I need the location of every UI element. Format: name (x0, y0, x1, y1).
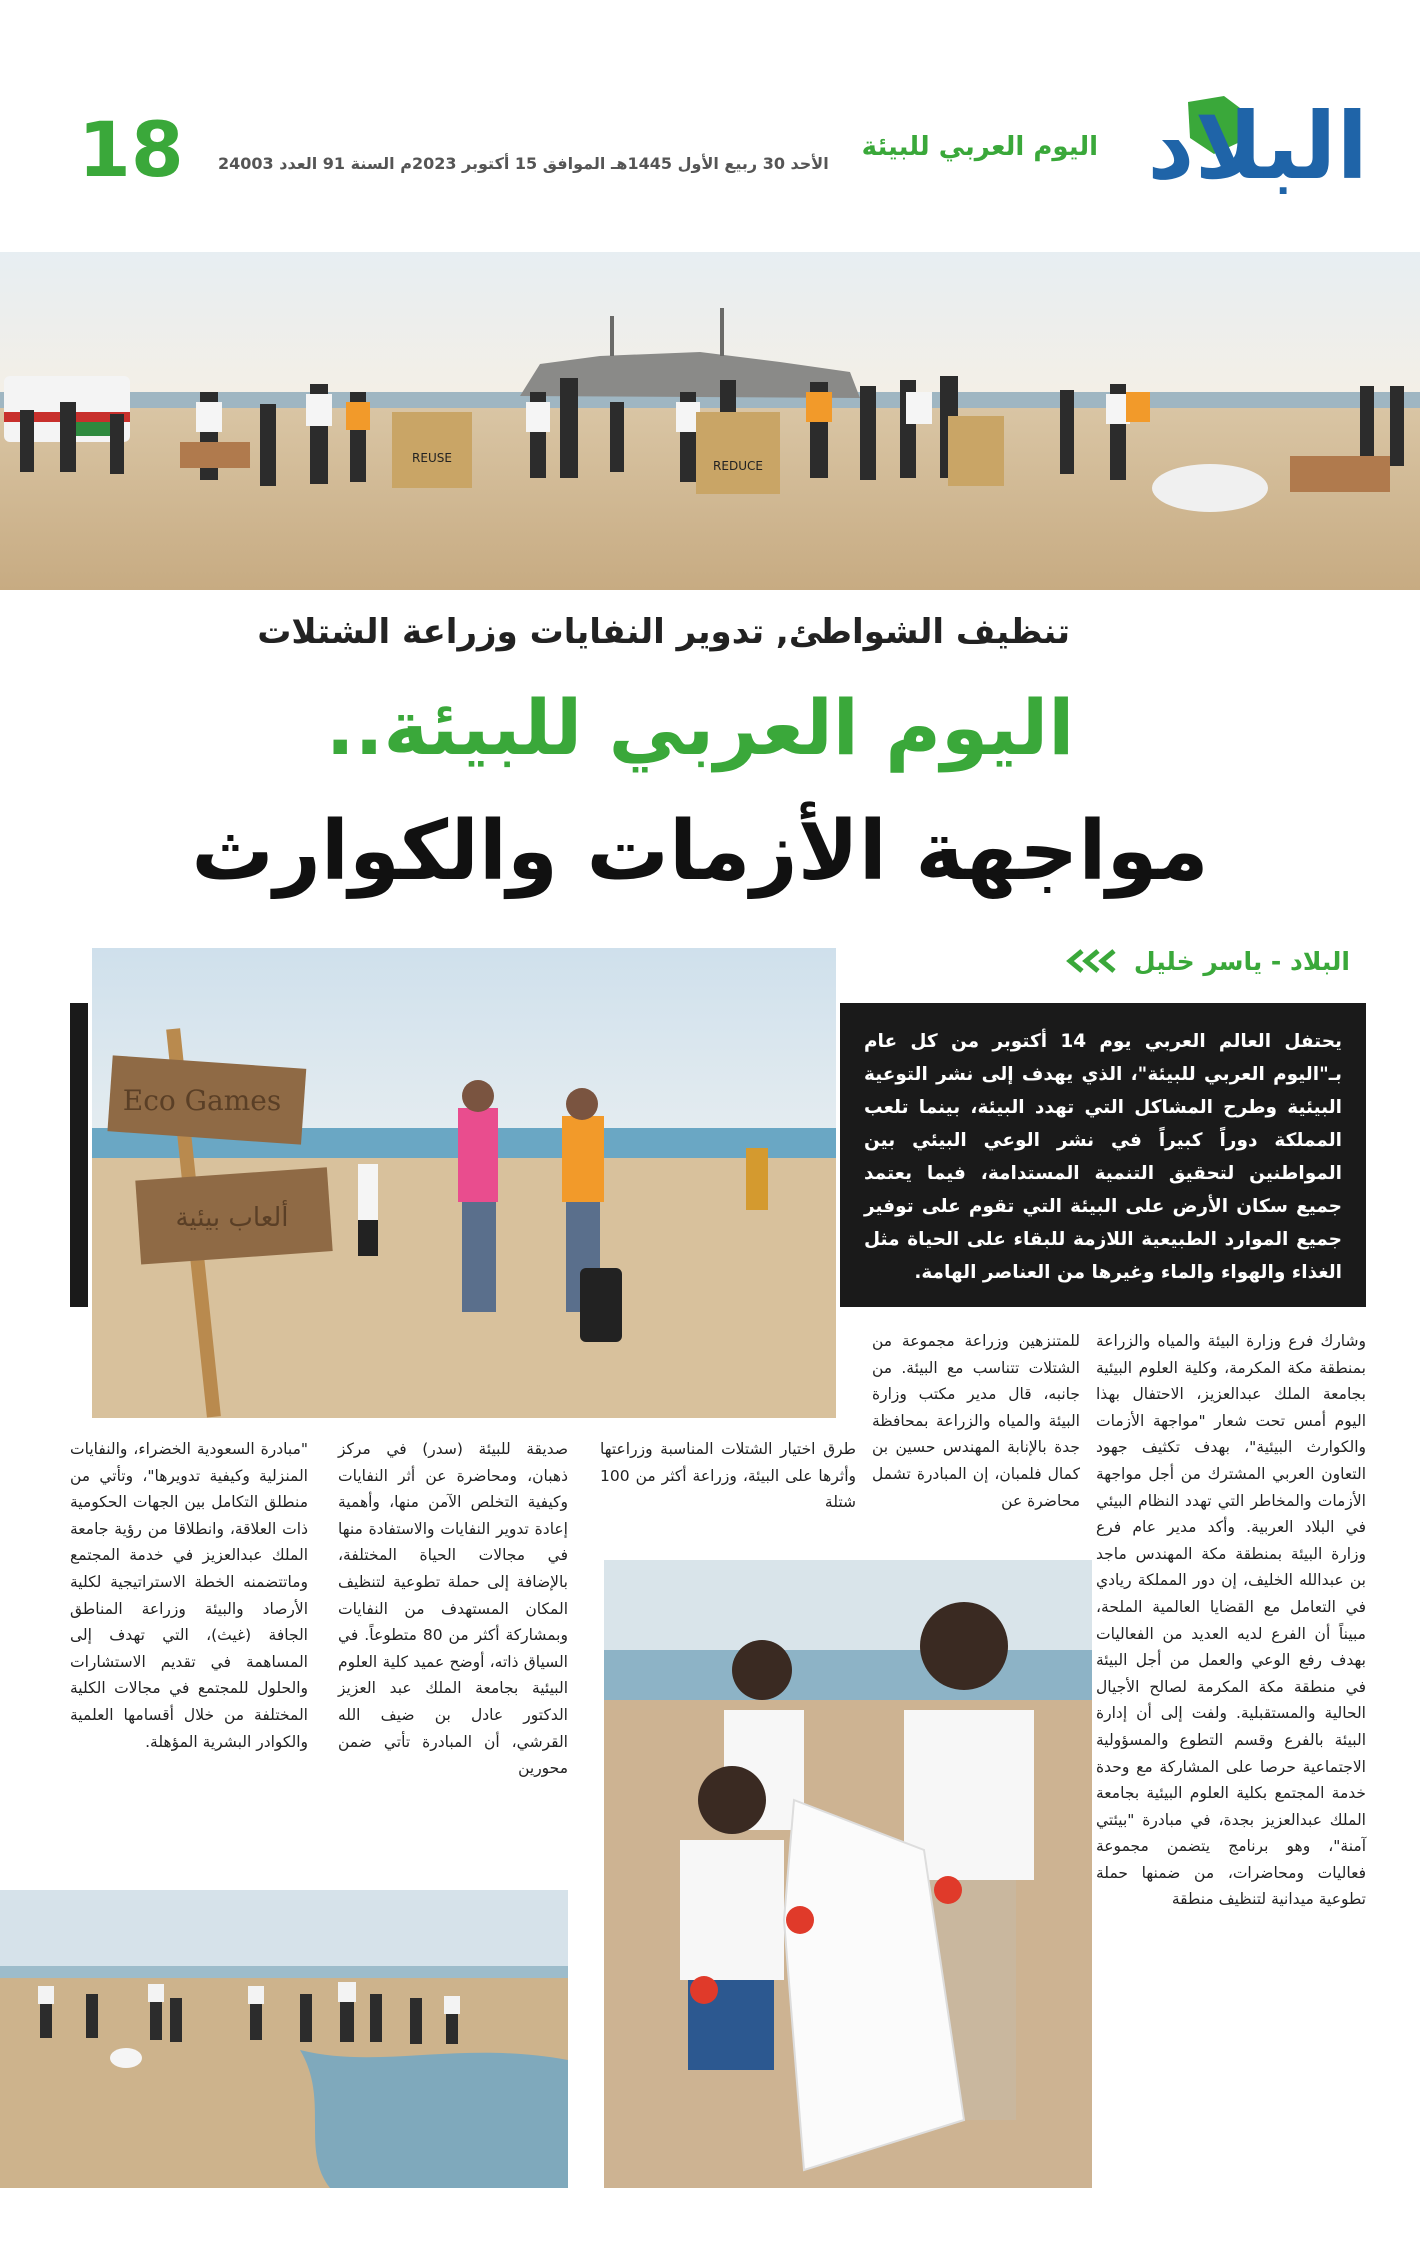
shoreline-cleanup-photo (0, 1890, 568, 2188)
headline-green: اليوم العربي للبيئة.. (325, 683, 1075, 772)
headline-black: مواجهة الأزمات والكوارث (191, 804, 1209, 899)
sign-reduce: REDUCE (713, 459, 763, 473)
column-mid-1: للمتنزهين وزراعة مجموعة من الشتلات تتناسب مع البيئة. من جانبه، قال مدير مكتب وزارة البيئة والمياه والزراعة بمحافظة جدة بالإنابة المهندس حسين بن كمال فلمبان، إن المبادرة تشمل محاضرة عن (872, 1332, 1080, 1510)
column-mid-2: طرق اختيار الشتلات المناسبة وزراعتها وأثرها على البيئة، وزراعة أكثر من 100 شتلة (600, 1440, 856, 1512)
volunteers-bag-photo (604, 1560, 1092, 2188)
byline-text: البلاد - ياسر خليل (1133, 946, 1350, 976)
byline (1010, 944, 1350, 978)
sign-arabic-games: ألعاب بيئية (175, 1203, 289, 1233)
column-left-a: صديقة للبيئة (سدر) في مركز ذهبان، ومحاضرة عن أثر النفايات وكيفية التخلص الآمن منها، وأهمية إعادة تدوير النفايات والاستفادة منها في مجالات الحياة المختلفة، بالإضافة إلى حملة تطوعية لتنظيف المكان المستهدف من النفايات وبمشاركة أكثر من 80 متطوعاً. في السياق ذاته، أوضح عميد كلية العلوم البيئية بجامعة الملك عبد العزيز الدكتور عادل بن ضيف الله القرشي، أن المبادرة تأتي ضمن محورين (338, 1440, 568, 1778)
chevron-left-icon (1064, 949, 1120, 973)
kicker: تنظيف الشواطئ, تدوير النفايات وزراعة الشتلات (257, 612, 1070, 652)
top-beach-photo (0, 252, 1420, 590)
sign-reuse: REUSE (412, 451, 452, 465)
section-title: اليوم العربي للبيئة (861, 132, 1098, 162)
sign-eco-games: Eco Games (122, 1084, 282, 1117)
lead-bar (70, 1003, 88, 1307)
lead-paragraph: يحتفل العالم العربي يوم 14 أكتوبر من كل عام بـ"اليوم العربي للبيئة"، الذي يهدف إلى نشر التوعية البيئية وطرح المشاكل التي تهدد البيئة، بينما تلعب المملكة دوراً كبيراً في نشر الوعي البيئي بين المواطنين لتحقيق التنمية المستدامة، فيما يعتمد جميع سكان الأرض على البيئة التي تقوم على توفير جميع الموارد الطبيعية اللازمة للبقاء على الحياة مثل الغذاء والهواء والماء وغيرها من العناصر الهامة. (840, 1003, 1366, 1307)
page-number: 18 (78, 105, 184, 194)
dateline: الأحد 30 ربيع الأول 1445هـ الموافق 15 أكتوبر 2023م السنة 91 العدد 24003 (218, 154, 829, 173)
newspaper-logo (1128, 88, 1374, 206)
column-right: وشارك فرع وزارة البيئة والمياه والزراعة بمنطقة مكة المكرمة، وكلية العلوم البيئية بجامعة الملك عبدالعزيز، الاحتفال بهذا اليوم أمس تحت شعار "مواجهة الأزمات والكوارث البيئية"، بهدف تكثيف جهود التعاون العربي المشترك من أجل مواجهة الأزمات والمخاطر التي تهدد النظام البيئي في البلاد العربية. وأكد مدير عام فرع وزارة البيئة بمنطقة مكة المهندس ماجد بن عبدالله الخليف، إن دور المملكة ريادي في التعامل مع القضايا العالمية الملحة، مبيناً أن الفرع لديه العديد من الفعاليات بهدف رفع الوعي والعمل من أجل البيئة في منطقة مكة المكرمة لصالح الأجيال الحالية والمستقبلية. ولفت إلى أن إدارة البيئة بالفرع وقسم التطوع والمسؤولية الاجتماعية حرصا على المشاركة مع وحدة خدمة المجتمع بكلية العلوم البيئية بجامعة الملك عبدالعزيز بجدة، في مبادرة "بيئتي آمنة"، وهو برنامج يتضمن مجموعة فعاليات ومحاضرات، من ضمنها حملة تطوعية ميدانية لتنظيف منطقة (1096, 1332, 1366, 1909)
column-left-b: "مبادرة السعودية الخضراء، والنفايات المنزلية وكيفية تدويرها"، وتأتي من منطلق التكامل بين الجهات الحكومية ذات العلاقة، وانطلاقا من رؤية جامعة الملك عبدالعزيز في خدمة المجتمع وماتتضمنه الخطة الاستراتيجية لكلية الأرصاد والبيئة وزراعة المناطق الجافة (غيث)، التي تهدف إلى المساهمة في تقديم الاستشارات والحلول للمجتمع في مجالات الكلية المختلفة من خلال أقسامها العلمية والكوادر البشرية المؤهلة. (70, 1440, 308, 1751)
logo-text: البلاد (1147, 93, 1368, 200)
eco-games-photo (92, 948, 836, 1418)
